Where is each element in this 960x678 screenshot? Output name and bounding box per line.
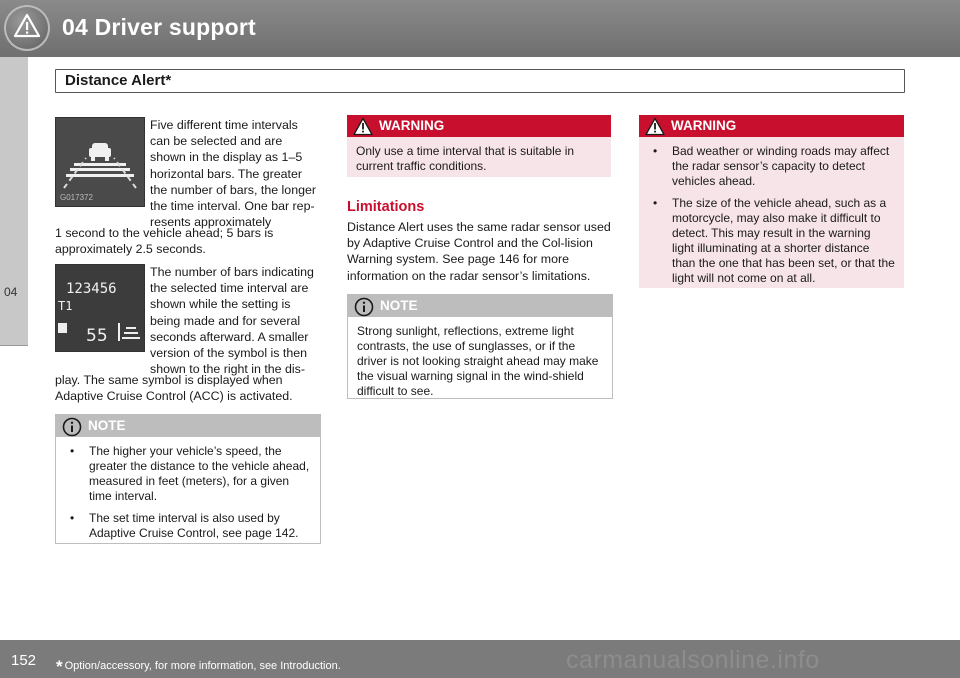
- warning-box-radar: [639, 115, 904, 288]
- footnote: * Option/accessory, for more information, see Introduction.: [56, 657, 341, 676]
- chapter-number: 04: [4, 285, 18, 299]
- bars-symbol-paragraph-cont: play. The same symbol is displayed when Adaptive Cruise Control (ACC) is activated.: [55, 373, 293, 404]
- trip-readout: T1: [58, 299, 73, 313]
- warning-header: [639, 115, 904, 137]
- speed-readout: 55: [86, 326, 108, 346]
- watermark: carmanualsonline.info: [566, 646, 820, 674]
- list-item: • Bad weather or winding roads may affect the radar sensor’s capacity to detect vehicles ahead.: [653, 144, 890, 188]
- warning-text: Only use a time interval that is suitable in current traffic conditions.: [347, 137, 611, 177]
- note-header: [56, 415, 320, 437]
- list-item: • The set time interval is also used by Adaptive Cruise Control, see page 142.: [70, 511, 299, 540]
- note-label: NOTE: [88, 418, 126, 433]
- warning-triangle-icon: [4, 5, 50, 51]
- warning-box-traffic: [347, 115, 611, 177]
- time-interval-paragraph-cont: 1 second to the vehicle ahead; 5 bars is approximately 2.5 seconds.: [55, 226, 274, 257]
- instrument-cluster-illustration: [56, 265, 144, 351]
- warning-triangle-icon: [353, 117, 373, 136]
- section-title-bar: [55, 69, 905, 93]
- image-code: G017372: [60, 193, 93, 202]
- info-icon: [354, 297, 374, 317]
- distance-bars-illustration: [56, 118, 144, 206]
- warning-triangle-icon: [645, 117, 665, 136]
- chapter-side-tab: [0, 57, 28, 346]
- instrument-display-image: [55, 264, 145, 352]
- warning-label: WARNING: [379, 118, 445, 133]
- note-label: NOTE: [380, 298, 418, 313]
- note-text: Strong sunlight, reflections, extreme light contrasts, the use of sunglasses, or if the driver is not looking straight ahead may make the visual warning signal in the wind-shield difficult to see.: [357, 324, 599, 398]
- page-number: 152: [11, 652, 37, 669]
- distance-alert-display-image: [55, 117, 145, 207]
- bars-symbol-paragraph: The number of bars indicating the selected time interval are shown while the setting is being made and for several seconds afterward. A smaller version of the symbol is then shown to the right in the dis-: [150, 265, 314, 377]
- note-box-speed: [55, 414, 321, 544]
- limitations-heading: Limitations: [347, 199, 425, 215]
- note-bullet-list: [65, 444, 311, 541]
- odometer-readout: 123456: [66, 281, 117, 297]
- chapter-title: 04 Driver support: [62, 14, 256, 40]
- footnote-asterisk: *: [56, 657, 63, 676]
- warning-header: [347, 115, 611, 137]
- chapter-header: [0, 0, 960, 57]
- note-header: [348, 295, 612, 317]
- time-interval-paragraph: Five different time intervals can be selected and are shown in the display as 1–5 horizontal bars. The greater the number of bars, the longer the time interval. One bar rep-resents approximately: [150, 118, 316, 230]
- list-item: • The size of the vehicle ahead, such as a motorcycle, may also make it difficult to detect. This may result in the warning light illuminating at a shorter distance than the one that has been set, or that the light will not come on at all.: [653, 196, 895, 285]
- list-item: • The higher your vehicle’s speed, the greater the distance to the vehicle ahead, measured in feet (meters), for a given time interval.: [70, 444, 310, 503]
- info-icon: [62, 417, 82, 437]
- warning-label: WARNING: [671, 118, 737, 133]
- warning-bullet-list: [648, 144, 895, 286]
- section-title: Distance Alert*: [65, 72, 172, 89]
- note-box-visibility: [347, 294, 613, 399]
- limitations-paragraph: Distance Alert uses the same radar sensor used by Adaptive Cruise Control and the Col-lision Warning system. See page 146 for more information on the radar sensor’s limitations.: [347, 220, 611, 283]
